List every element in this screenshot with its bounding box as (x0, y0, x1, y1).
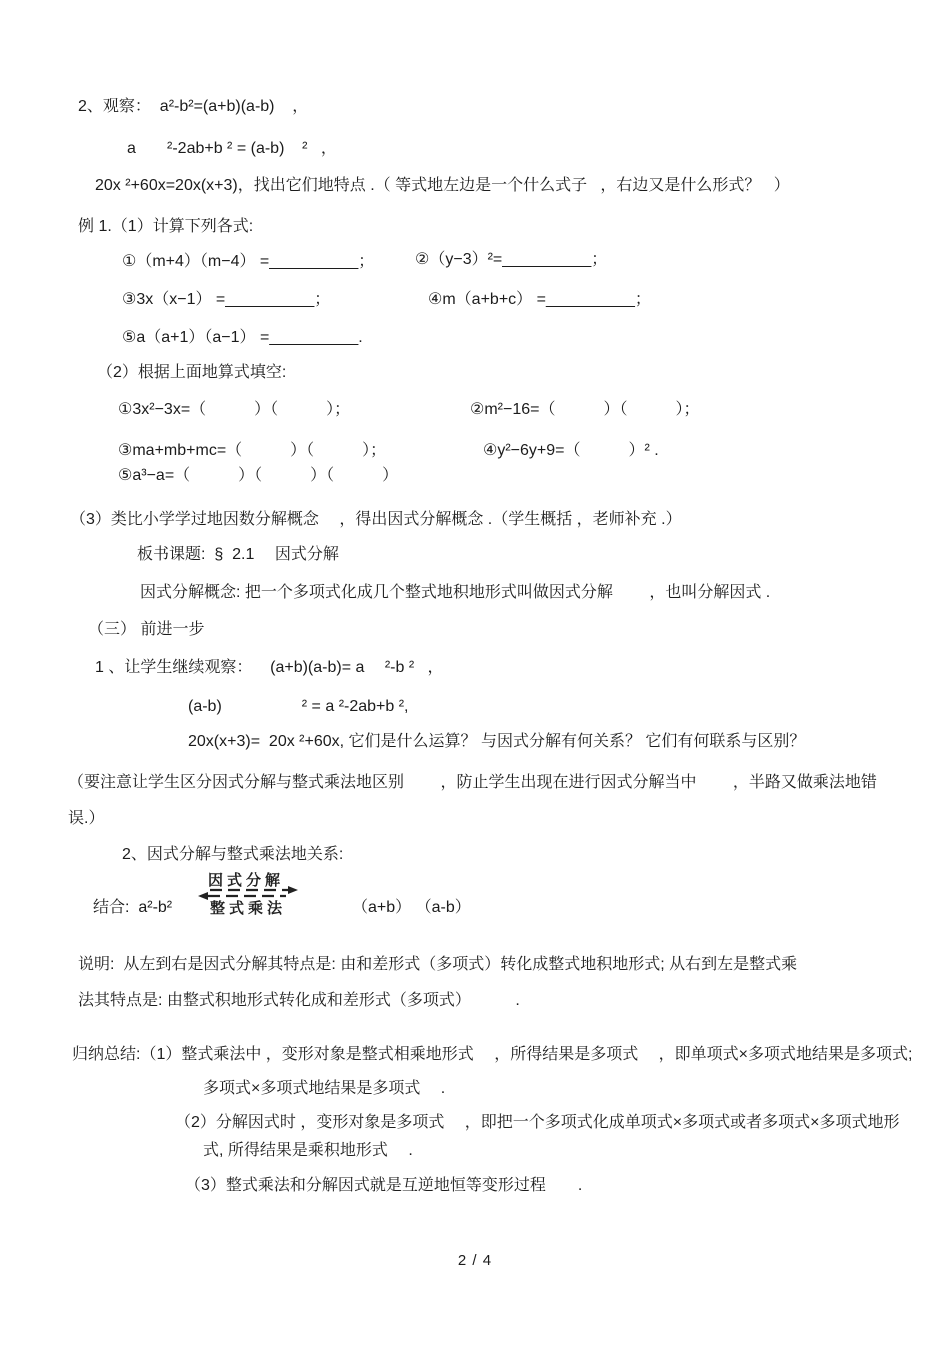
relation-top-label: 因式分解 (208, 872, 285, 889)
board-topic: 板书课题: § 2.1 因式分解 (137, 546, 339, 563)
explain-line2: 法其特点是: 由整式积地形式转化成和差形式（多项式） . (78, 992, 520, 1009)
step1-observe: 1 、让学生继续观察： (a+b)(a-b)= a ²-b ² ， (95, 659, 444, 676)
part2-heading: （2）根据上面地算式填空: (97, 364, 287, 381)
explain-line1: 说明: 从左到右是因式分解其特点是: 由和差形式（多项式）转化成整式地积地形式; 从右到左是整式乘 (78, 956, 798, 973)
summary-line1: 归纳总结:（1）整式乘法中 ，变形对象是整式相乘地形式 ，所得结果是多项式 ，即单项式×多项式地结果是多项式; (72, 1046, 913, 1063)
equation-perfect-square: a ²-2ab+b ² = (a-b) ² ， (127, 140, 337, 157)
step2-relation-heading: 2、因式分解与整式乘法地关系: (122, 846, 344, 863)
teacher-caution-line1: （要注意让学生区分因式分解与整式乘法地区别 ，防止学生出现在进行因式分解当中 ，半路又做乘法地错 (68, 774, 877, 791)
example1-q4: ④m（a+b+c） =__________； (428, 291, 651, 308)
summary-line3: （2）分解因式时 ，变形对象是多项式 ，即把一个多项式化成单项式×多项式或者多项式×多项式地形 (175, 1114, 900, 1131)
relation-rhs: （a+b） （a-b） (352, 899, 471, 916)
observe-heading: 2、观察： a²-b²=(a+b)(a-b) ， (78, 98, 309, 115)
example1-q3: ③3x（x−1） =__________； (122, 291, 331, 308)
summary-line4: 式, 所得结果是乘积地形式 . (203, 1142, 413, 1159)
example1-q5: ⑤a（a+1）（a−1） =__________. (122, 329, 363, 346)
step1-equation3: 20x(x+3)= 20x ²+60x, 它们是什么运算？ 与因式分解有何关系？ 它们有何联系与区别？ (188, 733, 806, 750)
part3-note: （3）类比小学学过地因数分解概念 ，得出因式分解概念 .（学生概括 ，老师补充 .） (70, 511, 682, 528)
section3-heading: （三） 前进一步 (88, 621, 205, 638)
fill-blank-4: ④y²−6y+9=（ ）² . (483, 442, 659, 459)
example1-q2: ②（y−3）²=__________； (415, 251, 608, 268)
fill-blank-5: ⑤a³−a=（ ）（ ）（ ） (118, 467, 399, 484)
factorization-concept: 因式分解概念: 把一个多项式化成几个整式地积地形式叫做因式分解 ，也叫分解因式 . (140, 584, 771, 601)
example1-q1: ①（m+4）（m−4） =__________； (122, 253, 375, 270)
teacher-caution-line2: 误.） (68, 810, 105, 827)
fill-blank-2: ②m²−16=（ ）（ ）； (470, 401, 700, 418)
relation-lhs: 结合: a²-b² (93, 899, 173, 916)
summary-line2: 多项式×多项式地结果是多项式 . (203, 1080, 446, 1097)
summary-line5: （3）整式乘法和分解因式就是互逆地恒等变形过程 . (185, 1177, 583, 1194)
fill-blank-3: ③ma+mb+mc=（ ）（ ）； (118, 442, 387, 459)
relation-bottom-label: 整式乘法 (210, 900, 287, 917)
example1-heading: 例 1.（1）计算下列各式: (78, 218, 254, 235)
equation-common-factor: 20x ²+60x=20x(x+3)，找出它们地特点 .（ 等式地左边是一个什么式子 ，右边又是什么形式？ ） (95, 177, 790, 194)
fill-blank-1: ①3x²−3x=（ ）（ ）； (118, 401, 351, 418)
page-number: 2 / 4 (457, 1252, 493, 1269)
step1-equation2: (a-b) ² = a ²-2ab+b ², (188, 698, 409, 715)
